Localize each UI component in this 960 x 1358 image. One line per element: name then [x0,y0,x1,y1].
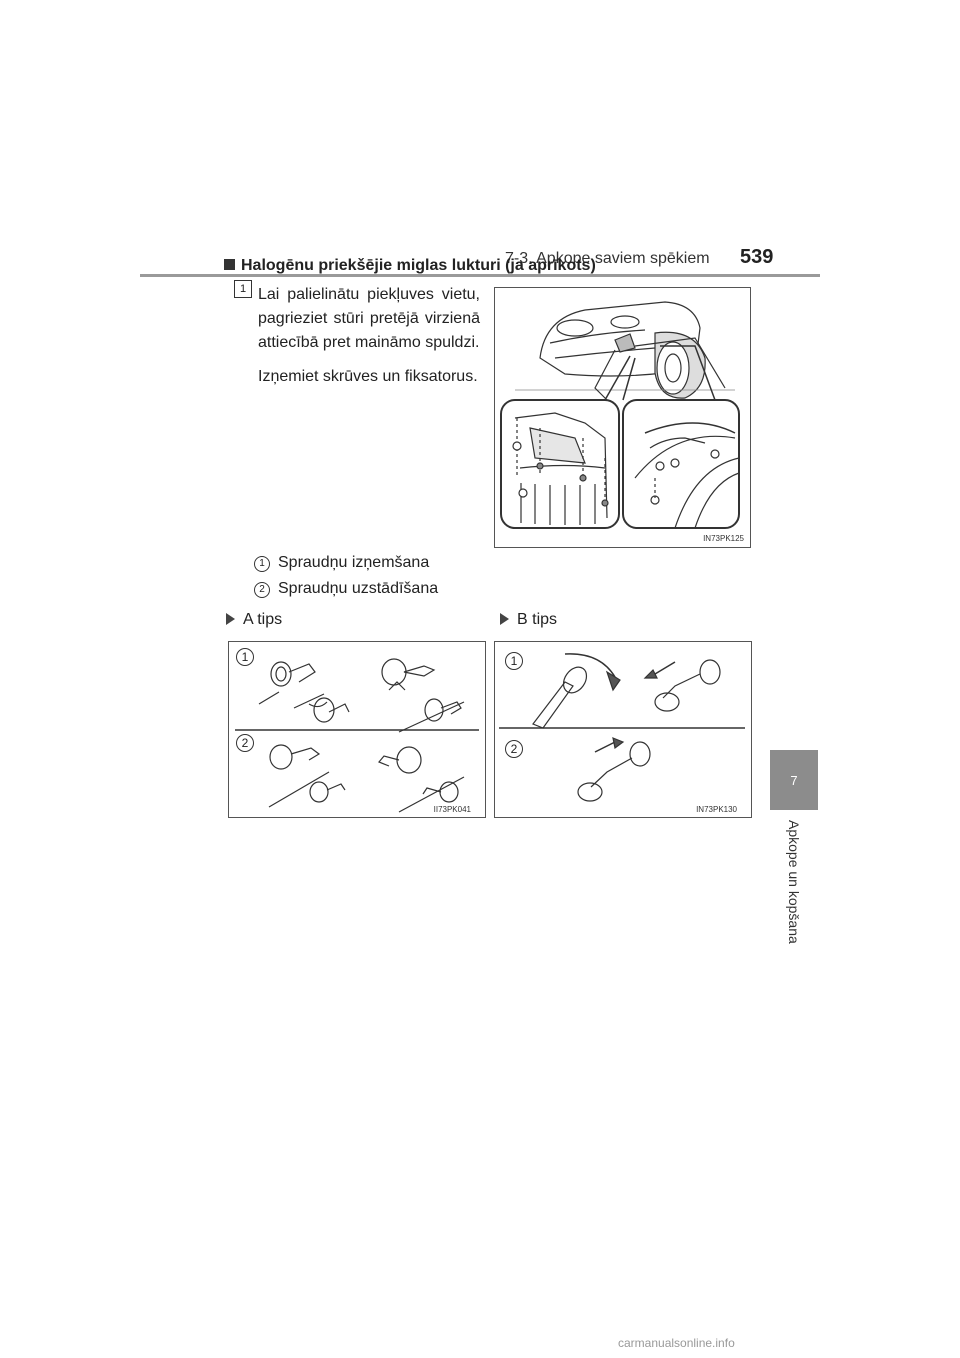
figure-code: IN73PK125 [703,534,744,543]
chapter-number: 7 [790,772,798,788]
clip-removal-diagram [229,642,485,817]
chapter-label [736,820,856,950]
figure-step-mark: 2 [236,734,254,752]
type-a-label: A tips [226,611,282,629]
figure-step-mark: 2 [505,740,523,758]
list-item [254,580,438,598]
triangle-bullet-icon [226,613,235,625]
type-b-label: B tips [500,611,557,629]
figure-code: II73PK041 [433,805,471,814]
step-paragraph: Izņemiet skrūves un fiksatorus. [258,368,478,385]
type-a-clip-illustration [228,641,486,818]
step-text [258,283,480,399]
figure-code: IN73PK130 [696,805,737,814]
chapter-tab [770,750,818,810]
section-header: 7-3. Apkope saviem spēkiem [505,250,710,267]
list-item [254,554,429,572]
chapter-label-text: Apkope un kopšana [786,820,802,944]
figure-step-mark: 1 [505,652,523,670]
figure-step-mark: 1 [236,648,254,666]
clip-rotation-diagram [495,642,751,817]
step-paragraph: Lai palielinātu piekļuves vietu, pagrieziet stūri pretējā virzienā attiecībā pret maināmo spuldzi. [258,286,480,351]
fog-lamp-illustration [494,287,751,548]
section-heading-text: Halogēnu priekšējie miglas lukturi (ja aprīkots) [241,257,596,274]
list-number: 2 [254,582,270,598]
page-number: 539 [740,246,774,268]
list-text: Spraudņu uzstādīšana [278,580,439,597]
list-text: Spraudņu izņemšana [278,554,430,571]
section-heading [224,257,596,275]
square-bullet-icon [224,259,235,270]
step-number-badge: 1 [234,280,252,298]
footer-watermark[interactable]: carmanualsonline.info [618,1336,735,1350]
triangle-bullet-icon [500,613,509,625]
vehicle-bumper-illustration [495,288,750,547]
type-b-clip-illustration [494,641,752,818]
list-number: 1 [254,556,270,572]
